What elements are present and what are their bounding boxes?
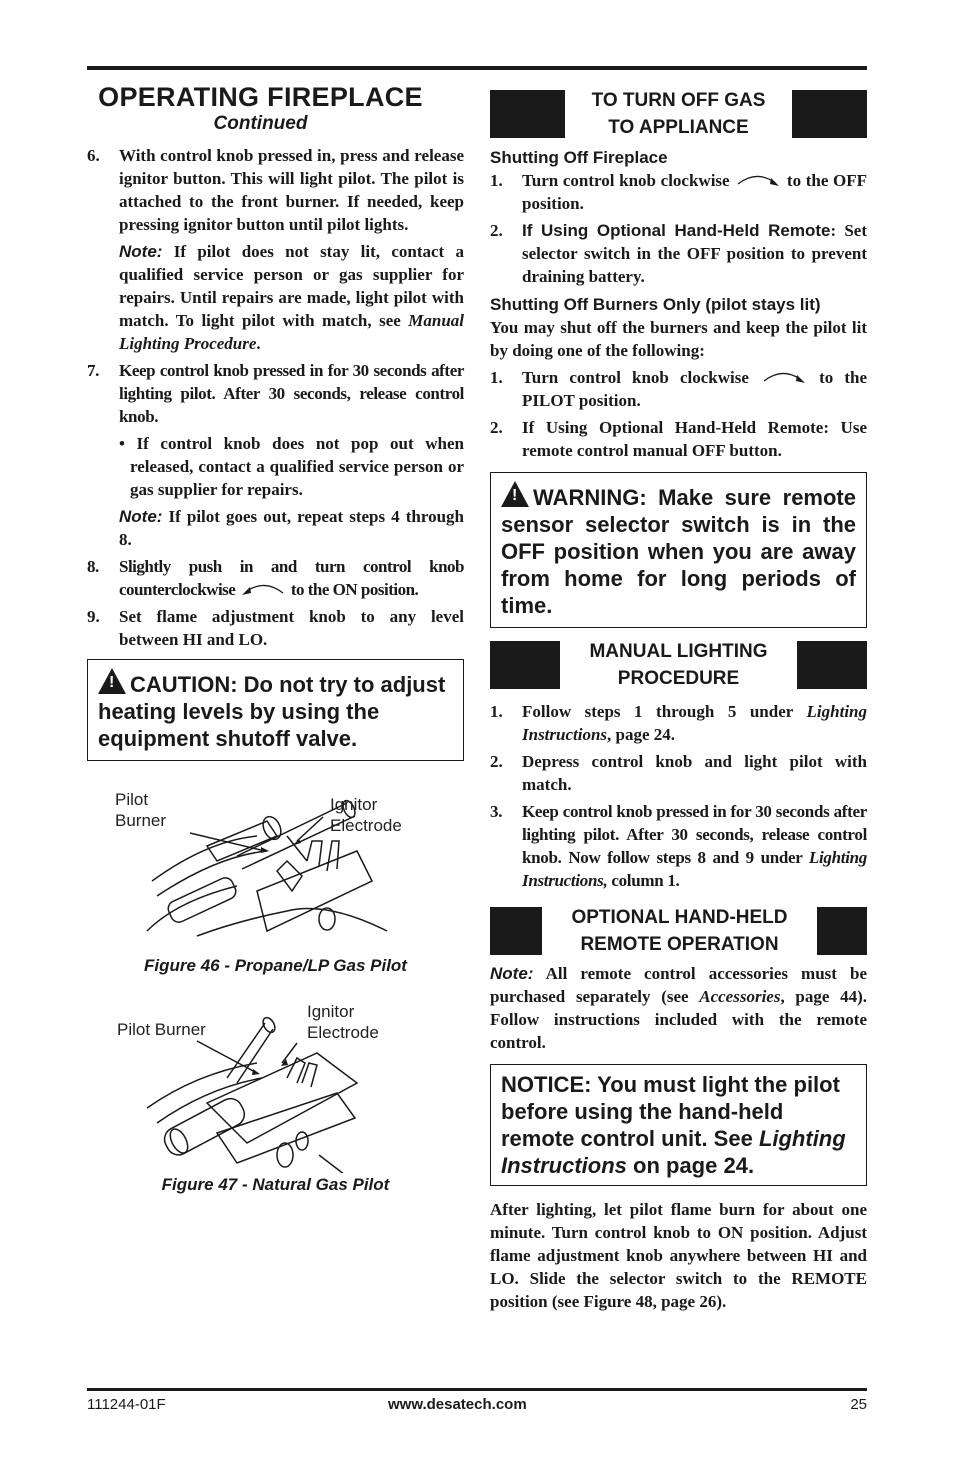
bullet-item: • If control knob does not pop out when released, contact a qualified service person or gas supplier for repairs. <box>119 434 464 499</box>
clockwise-arrow-icon <box>734 172 782 188</box>
website-link[interactable]: www.desatech.com <box>388 1396 527 1413</box>
shutting-off-burners-heading: Shutting Off Burners Only (pilot stays lit) <box>490 295 821 314</box>
steps-list-3 <box>87 555 464 651</box>
manual-lighting-header <box>490 640 867 690</box>
note-pilot: Note: If pilot does not stay lit, contact a qualified service person or gas supplier for repairs. Until repairs are made, light pilot with match. To light pilot with match, see Manual Lighting Procedure. <box>119 242 464 353</box>
header-block-left <box>490 90 565 138</box>
turn-off-gas-header <box>490 89 867 139</box>
shutoff-burners-intro: You may shut off the burners and keep the pilot lit by doing one of the following: <box>490 318 867 360</box>
caution-box: !CAUTION: Do not try to adjust heating levels by using the equipment shutoff valve. <box>87 659 464 761</box>
warning-triangle-icon <box>501 481 529 507</box>
steps-list-2 <box>87 359 464 428</box>
list-item: 1. Follow steps 1 through 5 under Lighting Instructions, page 24. <box>490 702 867 744</box>
header-block-right <box>792 90 867 138</box>
figure-47-caption: Figure 47 - Natural Gas Pilot <box>161 1175 390 1194</box>
header-block-right <box>817 907 867 955</box>
list-item: 9. Set flame adjustment knob to any level between HI and LO. <box>87 607 464 649</box>
shutting-off-fireplace-heading: Shutting Off Fireplace <box>490 148 668 167</box>
document-number: 111244-01F <box>87 1396 166 1413</box>
fig47-pilot-label: Pilot Burner <box>117 1020 206 1039</box>
fig46-ignitor-label: Ignitor Electrode <box>330 795 402 835</box>
remote-note: Note: All remote control accessories must be purchased separately (see Accessories, page 44). Follow instructions included with the remote control. <box>490 964 867 1052</box>
fig46-pilot-label: Pilot Burner <box>115 790 167 830</box>
manual-lighting-heading: MANUAL LIGHTING PROCEDURE <box>589 641 768 689</box>
remote-operation-heading: OPTIONAL HAND-HELD REMOTE OPERATION <box>571 907 788 955</box>
list-item: 8. Slightly push in and turn control knob counterclockwise to the ON position. <box>87 557 464 599</box>
manual-lighting-steps <box>490 700 867 892</box>
burner-steps <box>490 366 867 462</box>
propane-pilot-illustration <box>87 781 464 951</box>
top-rule <box>87 66 867 70</box>
header-block-left <box>490 907 542 955</box>
warning-box: !WARNING: Make sure remote sensor selector switch is in the OFF position when you are away from home for long periods of time. <box>490 472 867 628</box>
right-column <box>490 80 867 1313</box>
section-subtitle: Continued <box>213 113 308 134</box>
section-title: OPERATING FIREPLACE <box>98 82 423 112</box>
note-repeat: Note: If pilot goes out, repeat steps 4 through 8. <box>119 507 464 549</box>
counterclockwise-arrow-icon <box>239 581 287 597</box>
list-item: 7. Keep control knob pressed in for 30 seconds after lighting pilot. After 30 seconds, release control knob. <box>87 361 464 426</box>
turn-off-gas-heading: TO TURN OFF GAS TO APPLIANCE <box>591 90 766 138</box>
list-item: 6. With control knob pressed in, press and release ignitor button. This will light pilot. The pilot is attached to the front burner. If needed, keep pressing ignitor button until pilot lights. <box>87 146 464 234</box>
after-lighting-paragraph: After lighting, let pilot flame burn for about one minute. Turn control knob to ON position. Adjust flame adjustment knob anywhere between HI and LO. Slide the selector switch to the REMOTE position (see Figure 48, page 26). <box>490 1200 867 1311</box>
warning-triangle-icon <box>98 668 126 694</box>
page-number: 25 <box>850 1396 867 1413</box>
figure-47 <box>87 1003 464 1203</box>
remote-operation-header <box>490 906 867 956</box>
steps-list <box>87 144 464 236</box>
notice-box: NOTICE: You must light the pilot before using the hand-held remote control unit. See Lighting Instructions on page 24. <box>490 1064 867 1186</box>
bottom-rule <box>87 1388 867 1391</box>
left-column <box>87 80 464 1203</box>
list-item: 2. If Using Optional Hand-Held Remote: Set selector switch in the OFF position to prevent draining battery. <box>490 221 867 286</box>
fig47-ignitor-label: Ignitor Electrode <box>307 1002 379 1042</box>
list-item: 2. If Using Optional Hand-Held Remote: Use remote control manual OFF button. <box>490 418 867 460</box>
list-item: 1. Turn control knob clockwise to the PILOT position. <box>490 368 868 410</box>
natural-gas-pilot-illustration <box>87 1003 464 1173</box>
list-item: 2. Depress control knob and light pilot with match. <box>490 752 867 794</box>
figure-46-caption: Figure 46 - Propane/LP Gas Pilot <box>144 956 407 975</box>
header-block-right <box>797 641 867 689</box>
list-item: 3. Keep control knob pressed in for 30 seconds after lighting pilot. After 30 seconds, release control knob. Now follow steps 8 and 9 under Lighting Instructions, column 1. <box>490 802 867 890</box>
clockwise-arrow-icon <box>760 369 808 385</box>
shutoff-steps <box>490 169 867 288</box>
list-item: 1. Turn control knob clockwise to the OFF position. <box>490 171 868 213</box>
header-block-left <box>490 641 560 689</box>
figure-46 <box>87 781 464 981</box>
